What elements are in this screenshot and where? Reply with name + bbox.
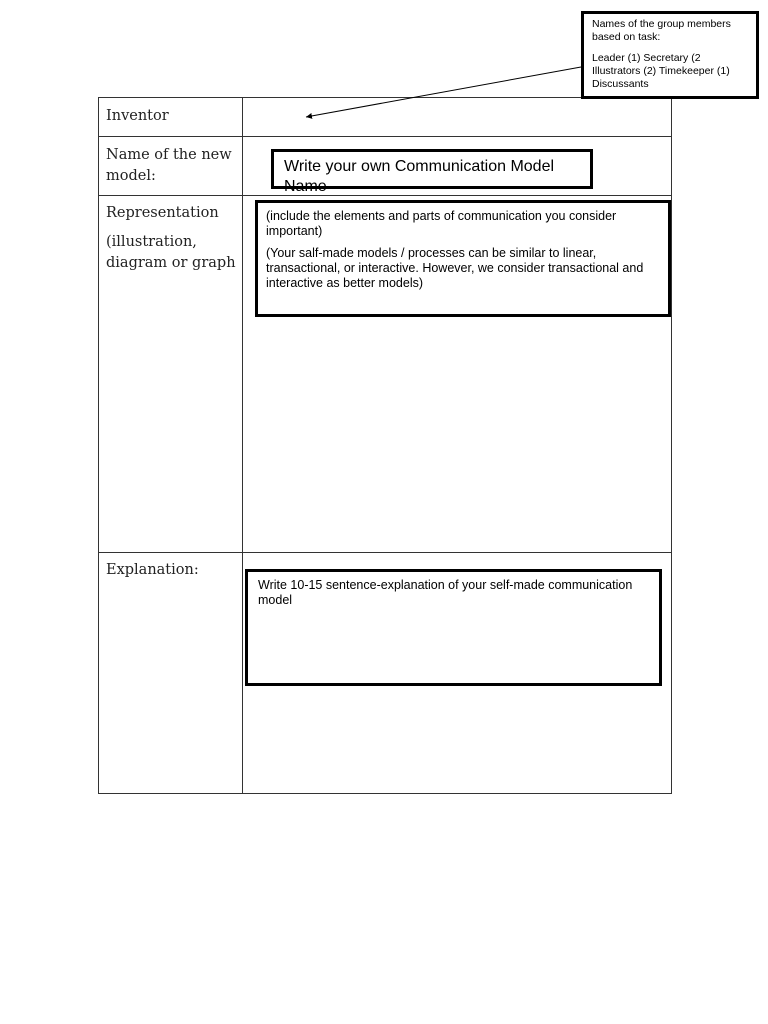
group-members-heading: Names of the group members based on task: <box>592 18 731 43</box>
row-divider <box>99 136 671 137</box>
model-name-callout <box>271 149 593 195</box>
representation-sublabel: (illustration, diagram or graph <box>106 234 236 271</box>
group-members-callout <box>581 11 759 99</box>
group-members-roles: Leader (1) Secretary (2 Illustrators (2) Timekeeper (1) Discussants <box>592 52 730 90</box>
explanation-callout <box>245 569 662 686</box>
representation-label: Representation <box>106 205 219 221</box>
row-divider <box>99 552 671 553</box>
representation-callout <box>255 200 671 317</box>
model-name-label: Name of the new model: <box>106 147 232 184</box>
explanation-label: Explanation: <box>106 562 199 578</box>
model-name-instruction: Write your own Communication Model Name <box>284 158 555 195</box>
column-divider <box>242 98 243 793</box>
inventor-label: Inventor <box>106 108 169 124</box>
representation-instruction-1: (include the elements and parts of communication you consider important) <box>266 209 617 238</box>
representation-instruction-2: (Your salf-made models / processes can be similar to linear, transactional, or interactive. However, we consider transactional and interactive as better models) <box>266 246 644 290</box>
explanation-instruction: Write 10-15 sentence-explanation of your self-made communication model <box>258 578 633 607</box>
